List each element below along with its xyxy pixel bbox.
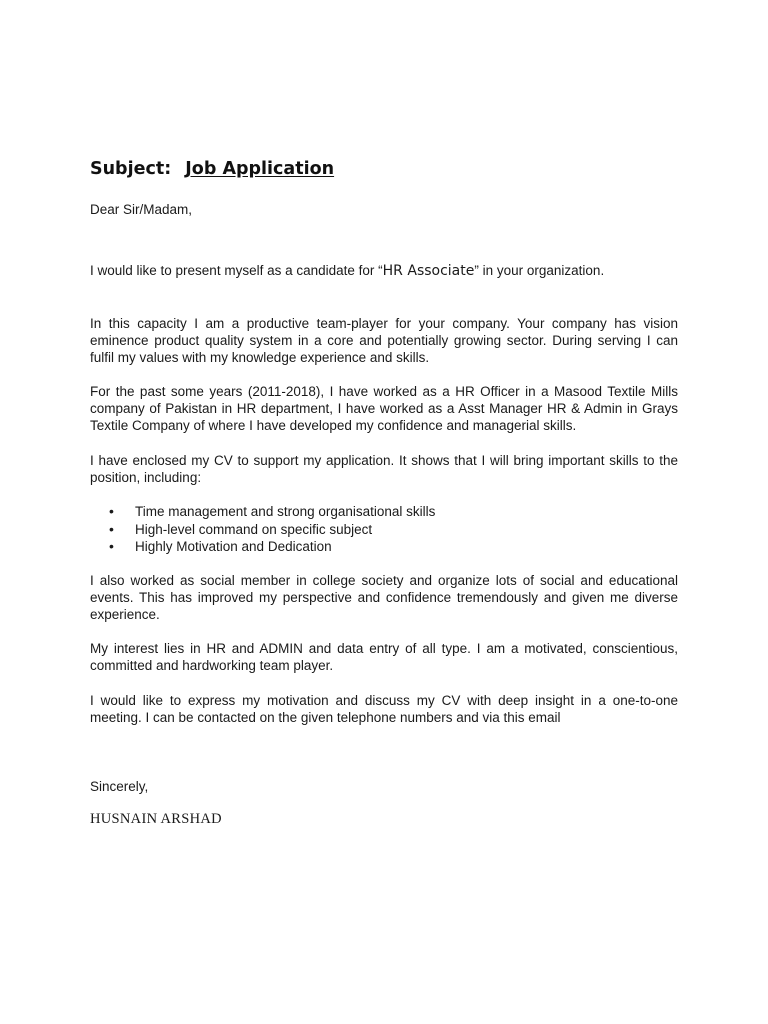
intro-text-after: ” in your organization. <box>474 263 605 278</box>
capacity-paragraph: In this capacity I am a productive team-player for your company. Your company has vision eminence product quality system in a core and potentially growing sector. During serving I can fulfil my values with my knowledge experience and skills. <box>90 316 678 365</box>
subject-line <box>90 158 678 180</box>
intro-text-before: I would like to present myself as a candidate for “ <box>90 263 383 278</box>
intro-role: HR Associate <box>382 263 475 279</box>
skills-list-item: • High-level command on specific subject <box>135 521 435 539</box>
salutation: Dear Sir/Madam, <box>90 202 193 217</box>
interest-paragraph: My interest lies in HR and ADMIN and data entry of all type. I am a motivated, conscientious, committed and hardworking team player. <box>90 641 678 673</box>
social-paragraph: I also worked as social member in college society and organize lots of social and educational events. This has improved my perspective and confidence tremendously and given me diverse experience. <box>90 573 678 622</box>
intro-paragraph <box>90 262 678 280</box>
subject-label: Subject: <box>90 159 172 179</box>
skills-list <box>90 503 435 556</box>
skills-list-item: • Highly Motivation and Dedication <box>135 538 435 556</box>
closing: Sincerely, <box>90 779 149 794</box>
contact-paragraph: I would like to express my motivation and discuss my CV with deep insight in a one-to-one meeting. I can be contacted on the given telephone numbers and via this email <box>90 693 678 725</box>
cv-paragraph: I have enclosed my CV to support my application. It shows that I will bring important skills to the position, including: <box>90 453 678 485</box>
signature-name: HUSNAIN ARSHAD <box>90 811 222 827</box>
experience-paragraph: For the past some years (2011-2018), I have worked as a HR Officer in a Masood Textile Mills company of Pakistan in HR department, I have worked as a Asst Manager HR & Admin in Grays Textile Company of where I have developed my confidence and managerial skills. <box>90 384 678 433</box>
subject-value: Job Application <box>185 159 335 179</box>
skills-list-item: • Time management and strong organisational skills <box>135 503 435 521</box>
